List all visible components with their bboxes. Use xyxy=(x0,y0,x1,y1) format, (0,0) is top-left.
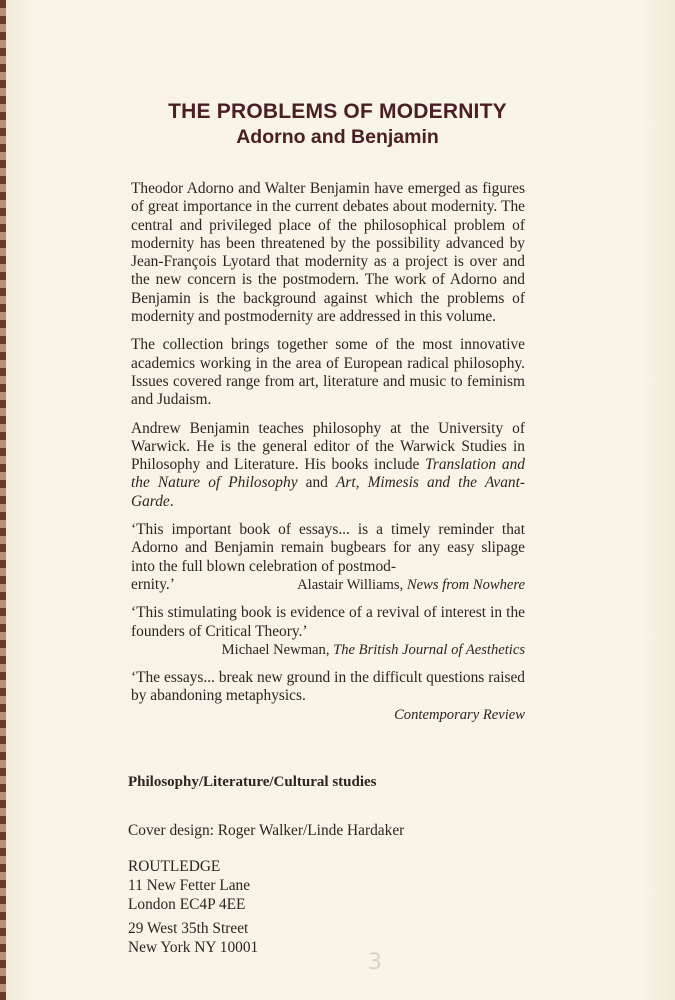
publisher-address-uk xyxy=(128,857,250,914)
book-title-translation: Translation and the Nature of Philosophy xyxy=(131,456,525,492)
review-quote-2-text: ‘This stimulating book is evidence of a revival of interest in the founders of Critical Theory.’ xyxy=(131,604,525,640)
book-subtitle: Adorno and Benjamin xyxy=(236,126,439,148)
blurb-paragraph-1: Theodor Adorno and Walter Benjamin have emerged as figures of great importance in the current debates about modernity. The central and privileged place of the philosophical problem of modernity has been threatened by the possibility advanced by Jean-François Lyotard that modernity as a project is over and the new concern is the postmodern. The work of Adorno and Benjamin is the background against which the problems of modernity and postmodernity are addressed in this volume. xyxy=(131,180,525,326)
publisher-address-uk-line-1: 11 New Fetter Lane xyxy=(128,877,251,894)
review-quote-1-source: News from Nowhere xyxy=(406,576,525,593)
blurb-body xyxy=(131,180,525,734)
publisher-address-us-line-2: New York NY 10001 xyxy=(128,939,259,956)
book-title-art-mimesis: Art, Mimesis and the Avant-Garde xyxy=(131,474,525,510)
author-bio-end: . xyxy=(169,492,174,510)
review-quote-2-author: Michael Newman, xyxy=(221,641,334,658)
author-bio-and: and xyxy=(297,474,336,492)
review-quote-1-text-end: ernity.’ xyxy=(131,575,175,593)
author-bio-text: Andrew Benjamin teaches philosophy at the University of Warwick. He is the general editor of the Warwick Studies in Philosophy and Literature. His books include xyxy=(131,419,525,474)
author-bio xyxy=(131,420,525,511)
left-edge-border xyxy=(0,0,6,1000)
publisher-address-uk-line-2: London EC4P 4EE xyxy=(128,896,246,913)
subject-category: Philosophy/Literature/Cultural studies xyxy=(128,774,377,790)
review-quote-1-attribution xyxy=(297,576,525,594)
cover-design-credit: Cover design: Roger Walker/Linde Hardaker xyxy=(128,822,405,839)
review-quote-3-text: ‘The essays... break new ground in the difficult questions raised by abandoning metaphysics. xyxy=(131,669,525,705)
blurb-paragraph-2: The collection brings together some of the most innovative academics working in the area of European radical philosophy. Issues covered range from art, literature and music to feminism and Judaism. xyxy=(131,336,525,409)
publisher-address-us-line-1: 29 West 35th Street xyxy=(128,920,249,937)
review-quote-3-attribution xyxy=(131,706,525,724)
review-quote-1-text: ‘This important book of essays... is a timely reminder that Adorno and Benjamin remain bugbears for any easy slipage into the full blown celebration of postmod- xyxy=(131,521,525,575)
review-quote-2 xyxy=(131,604,525,659)
publisher-address-us xyxy=(128,919,258,957)
review-quote-1 xyxy=(131,521,525,594)
pencil-mark: 3 xyxy=(368,950,382,975)
review-quote-3 xyxy=(131,669,525,724)
review-quote-1-author: Alastair Williams, xyxy=(297,576,407,593)
publisher-name: ROUTLEDGE xyxy=(128,858,221,875)
review-quote-3-source: Contemporary Review xyxy=(394,706,525,723)
review-quote-2-attribution xyxy=(131,641,525,659)
book-title: THE PROBLEMS OF MODERNITY xyxy=(168,100,507,123)
review-quote-2-source: The British Journal of Aesthetics xyxy=(333,641,525,658)
review-quote-1-footer xyxy=(131,576,525,594)
